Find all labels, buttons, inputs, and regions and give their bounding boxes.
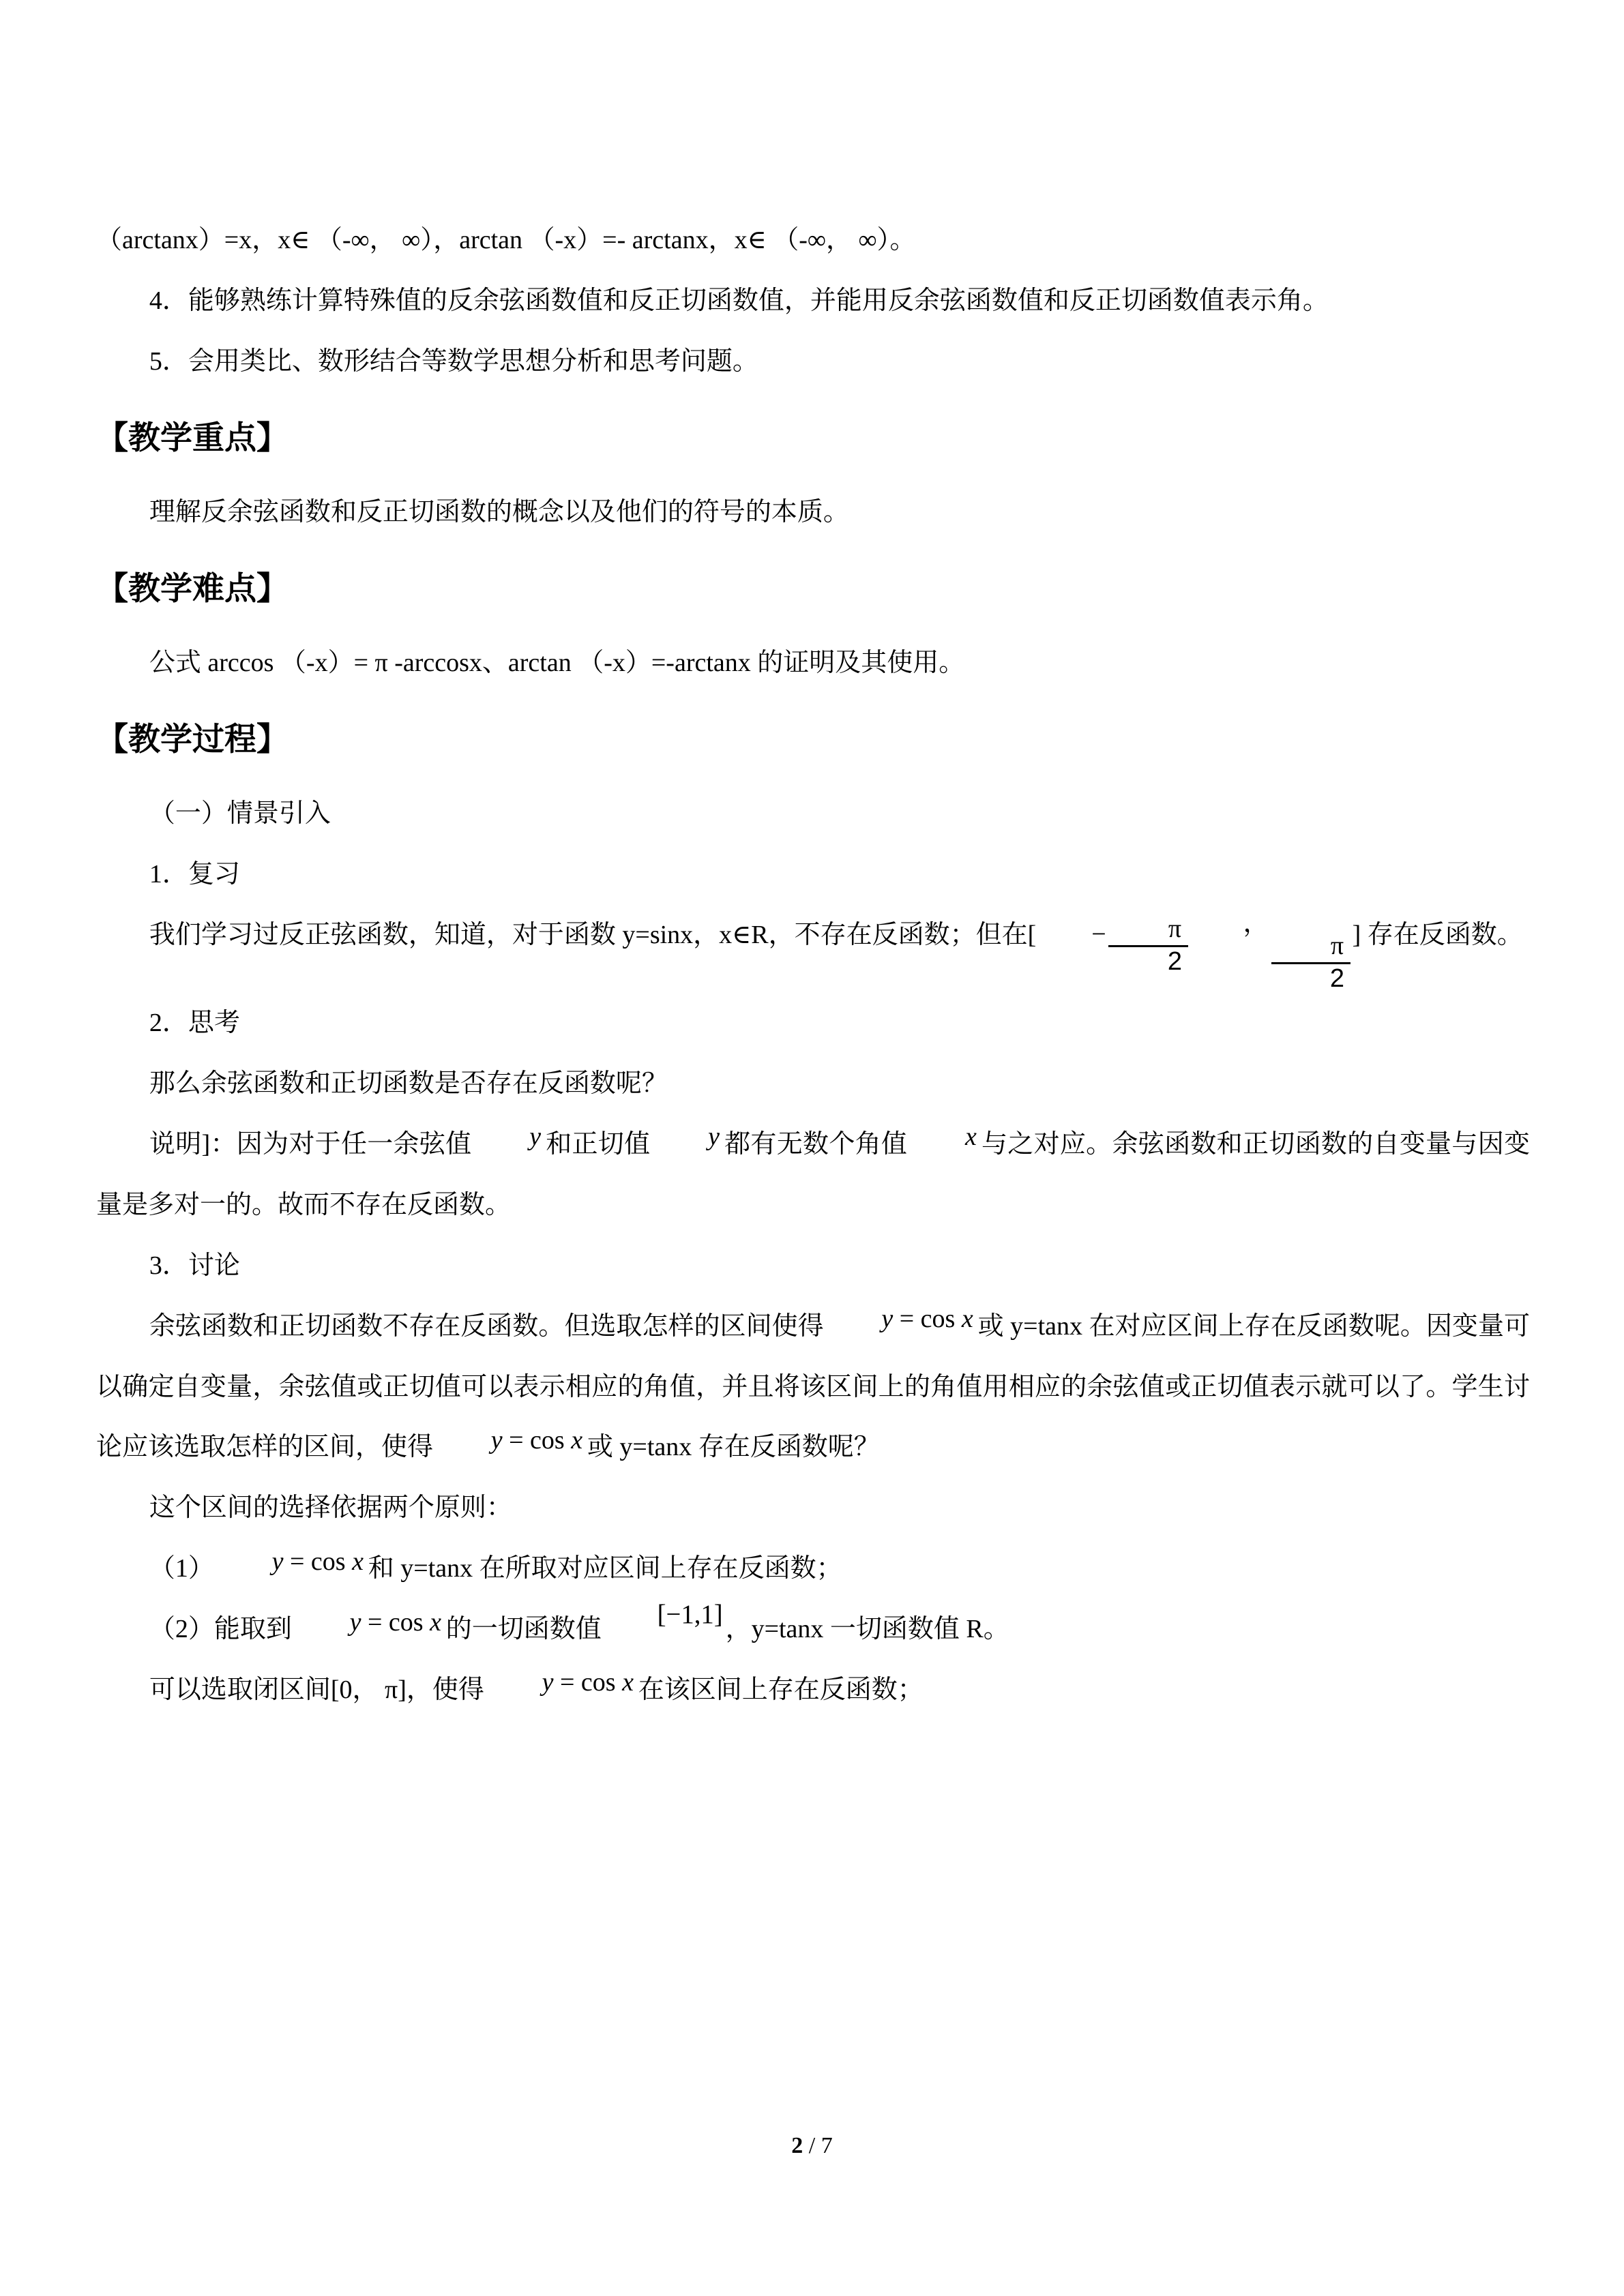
text-run: 说明]：因为对于任一余弦值 bbox=[149, 1129, 472, 1159]
text-run: ，y=tanx 一切函数值 R。 bbox=[725, 1615, 1009, 1644]
text-run: 都有无数个角值 bbox=[724, 1129, 908, 1159]
math-run bbox=[489, 1669, 634, 1695]
section-heading bbox=[96, 410, 1530, 466]
paragraph bbox=[96, 1296, 1530, 1478]
text-run: 2．思考 bbox=[149, 1009, 240, 1038]
text-run: 5．会用类比、数形结合等数学思想分析和思考问题。 bbox=[149, 346, 758, 376]
math-sub-run: y bbox=[542, 1668, 554, 1697]
text-run: 与之对应。余弦函数和正切函数的自变量与因变量是多对一的。故而不存在反函数。 bbox=[96, 1129, 1530, 1219]
text-run: 4．能够熟练计算特殊值的反余弦函数值和反正切函数值，并能用反余弦函数值和反正切函数值表示角。 bbox=[149, 286, 1329, 315]
text-run: 或 y=tanx 在对应区间上存在反函数呢。因变量可以确定自变量，余弦值或正切值可以表示相应的角值，并且将该区间上的角值用相应的余弦值或正切值表示就可以了。学生讨论应该选取怎样的区间，使得 bbox=[96, 1311, 1530, 1462]
fraction-minus-sign: − bbox=[1091, 919, 1106, 949]
math-sub-run: y bbox=[881, 1304, 894, 1334]
fraction bbox=[1038, 916, 1187, 976]
math-sub-run: y bbox=[349, 1607, 361, 1637]
paragraph bbox=[96, 1054, 1530, 1114]
math-sub-run: = cos bbox=[361, 1607, 430, 1637]
text-run: 这个区间的选择依据两个原则： bbox=[149, 1493, 512, 1523]
math-run bbox=[828, 1306, 973, 1332]
text-run: 或 y=tanx 存在反函数呢？ bbox=[587, 1433, 880, 1462]
fraction-numerator: π bbox=[1271, 933, 1350, 964]
math-sub-run: y bbox=[490, 1425, 503, 1455]
section-heading bbox=[96, 711, 1530, 767]
math-sub-run: x bbox=[622, 1668, 634, 1697]
text-run: （2）能取到 bbox=[149, 1615, 292, 1644]
text-run: 可以选取闭区间[0， π]，使得 bbox=[149, 1675, 484, 1705]
text-run: 理解反余弦函数和反正切函数的概念以及他们的符号的本质。 bbox=[149, 497, 849, 526]
section-heading bbox=[96, 561, 1530, 616]
document-body bbox=[96, 210, 1530, 1720]
paragraph bbox=[96, 331, 1530, 392]
text-run: 3．讨论 bbox=[149, 1251, 240, 1280]
fraction-numerator: π bbox=[1108, 916, 1187, 947]
paragraph bbox=[96, 1538, 1530, 1599]
text-run: 余弦函数和正切函数不存在反函数。但选取怎样的区间使得 bbox=[149, 1311, 824, 1341]
math-sub-run: x bbox=[571, 1425, 583, 1455]
text-run: （arctanx）=x，x∈ （-∞， ∞），arctan （-x）=- arctanx，x∈ （-∞， ∞）。 bbox=[96, 226, 916, 254]
paragraph bbox=[96, 1114, 1530, 1236]
paragraph bbox=[96, 1660, 1530, 1720]
text-run: 和正切值 bbox=[545, 1129, 651, 1159]
fraction-denominator: 2 bbox=[1167, 947, 1183, 976]
math-sub-run: = cos bbox=[502, 1425, 572, 1455]
text-run: 我们学习过反正弦函数，知道，对于函数 y=sinx，x∈R，不存在反函数；但在[ bbox=[149, 921, 1037, 950]
text-run: （一）情景引入 bbox=[149, 799, 331, 829]
math-run bbox=[297, 1609, 441, 1635]
paragraph bbox=[96, 1236, 1530, 1296]
text-run: 在该区间上存在反函数； bbox=[638, 1675, 924, 1705]
fraction-stack bbox=[1108, 916, 1187, 976]
fraction-denominator: 2 bbox=[1329, 964, 1345, 994]
math-run bbox=[655, 1124, 720, 1150]
text-run: ] 存在反函数。 bbox=[1352, 921, 1523, 950]
page-number-separator: / bbox=[803, 2133, 821, 2158]
text-run: 那么余弦函数和正切函数是否存在反函数呢？ bbox=[149, 1069, 668, 1099]
paragraph bbox=[96, 1478, 1530, 1538]
text-run: 【教学重点】 bbox=[96, 419, 289, 456]
paragraph bbox=[96, 1599, 1530, 1660]
math-sub-run: x bbox=[964, 1122, 977, 1152]
paragraph bbox=[96, 210, 1530, 271]
math-sub-run: x bbox=[352, 1547, 364, 1576]
fraction-stack bbox=[1271, 933, 1350, 993]
text-run: 1．复习 bbox=[149, 860, 240, 889]
math-sub-run: x bbox=[961, 1304, 973, 1334]
fraction bbox=[1271, 933, 1350, 993]
text-run: 【教学过程】 bbox=[96, 721, 289, 758]
page-number-total: 7 bbox=[821, 2133, 833, 2158]
math-sub-run: = cos bbox=[893, 1304, 962, 1334]
math-run bbox=[219, 1549, 364, 1575]
math-run bbox=[476, 1124, 541, 1150]
text-run: 的一切函数值 bbox=[445, 1615, 602, 1644]
math-run bbox=[438, 1427, 582, 1453]
paragraph bbox=[96, 905, 1530, 993]
math-sub-run: = cos bbox=[283, 1547, 353, 1576]
paragraph bbox=[96, 993, 1530, 1054]
text-run: 【教学难点】 bbox=[96, 569, 289, 606]
paragraph bbox=[96, 633, 1530, 694]
paragraph bbox=[96, 271, 1530, 331]
text-run: 和 y=tanx 在所取对应区间上存在反函数； bbox=[368, 1554, 842, 1583]
math-sub-run: y bbox=[271, 1547, 284, 1576]
math-sub-run: x bbox=[430, 1607, 441, 1637]
page-number bbox=[0, 2133, 1624, 2159]
math-sub-run: = cos bbox=[553, 1668, 623, 1697]
paragraph bbox=[96, 482, 1530, 543]
page-number-current: 2 bbox=[791, 2133, 803, 2158]
paragraph bbox=[96, 784, 1530, 844]
text-run: 公式 arccos （-x）= π -arccosx、arctan （-x）=-arctanx 的证明及其使用。 bbox=[149, 648, 965, 678]
raised-comma: ， bbox=[1243, 909, 1269, 938]
paragraph bbox=[96, 844, 1530, 905]
math-sub-run: y bbox=[708, 1122, 720, 1152]
math-run bbox=[912, 1124, 977, 1150]
text-run: （1） bbox=[149, 1554, 214, 1583]
math-sub-run: y bbox=[529, 1122, 542, 1152]
superscript-interval: [−1,1] bbox=[657, 1599, 723, 1629]
